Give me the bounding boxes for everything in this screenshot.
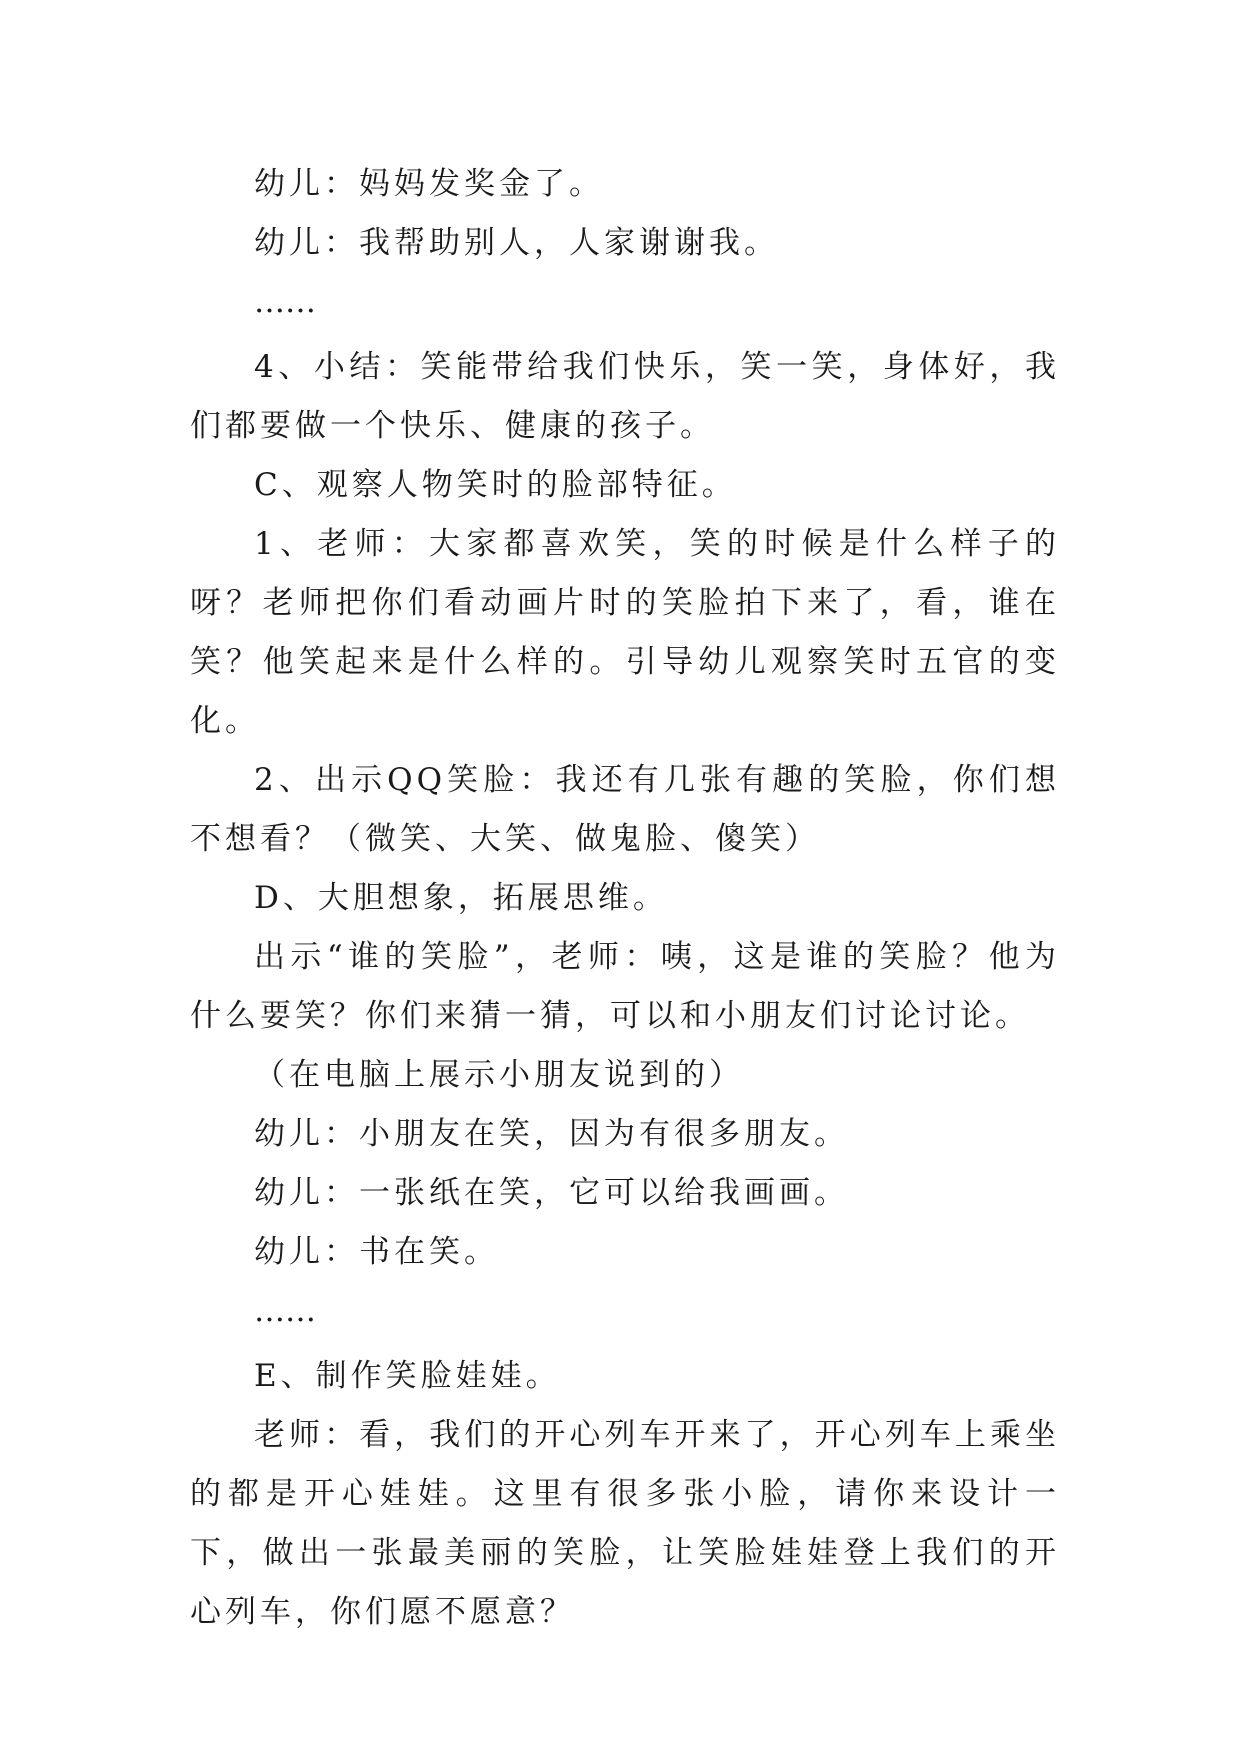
document-body [190, 155, 1060, 1642]
paragraph-section-c-heading: C、观察人物笑时的脸部特征。 [254, 467, 737, 503]
paragraph-child-reply-bonus: 幼儿：妈妈发奖金了。 [254, 166, 604, 202]
paragraph-section-e-heading: E、制作笑脸娃娃。 [254, 1358, 561, 1394]
paragraph-whose-smile: 出示“谁的笑脸”，老师：咦，这是谁的笑脸？他为什么要笑？你们来猜一猜，可以和小朋友们讨论讨论。 [190, 939, 1060, 1034]
paragraph-summary: 4、小结：笑能带给我们快乐，笑一笑，身体好，我们都要做一个快乐、健康的孩子。 [190, 349, 1060, 444]
paragraph-child-reply-book: 幼儿：书在笑。 [254, 1234, 499, 1270]
paragraph-ellipsis-2: …… [254, 1293, 316, 1329]
paragraph-child-reply-helping: 幼儿：我帮助别人，人家谢谢我。 [254, 225, 779, 261]
paragraph-happy-train: 老师：看，我们的开心列车开来了，开心列车上乘坐的都是开心娃娃。这里有很多张小脸，请你来设计一下，做出一张最美丽的笑脸，让笑脸娃娃登上我们的开心列车，你们愿不愿意？ [190, 1417, 1060, 1630]
paragraph-ellipsis: …… [254, 284, 316, 320]
paragraph-teacher-question: 1、老师：大家都喜欢笑，笑的时候是什么样子的呀？老师把你们看动画片时的笑脸拍下来了，看，谁在笑？他笑起来是什么样的。引导幼儿观察笑时五官的变化。 [190, 526, 1060, 739]
paragraph-child-reply-friends: 幼儿：小朋友在笑，因为有很多朋友。 [254, 1116, 849, 1152]
paragraph-section-d-heading: D、大胆想象，拓展思维。 [254, 880, 668, 916]
paragraph-qq-faces: 2、出示QQ笑脸：我还有几张有趣的笑脸，你们想不想看？（微笑、大笑、做鬼脸、傻笑） [190, 762, 1060, 857]
paragraph-child-reply-paper: 幼儿：一张纸在笑，它可以给我画画。 [254, 1175, 849, 1211]
paragraph-computer-display: （在电脑上展示小朋友说到的） [254, 1057, 744, 1093]
